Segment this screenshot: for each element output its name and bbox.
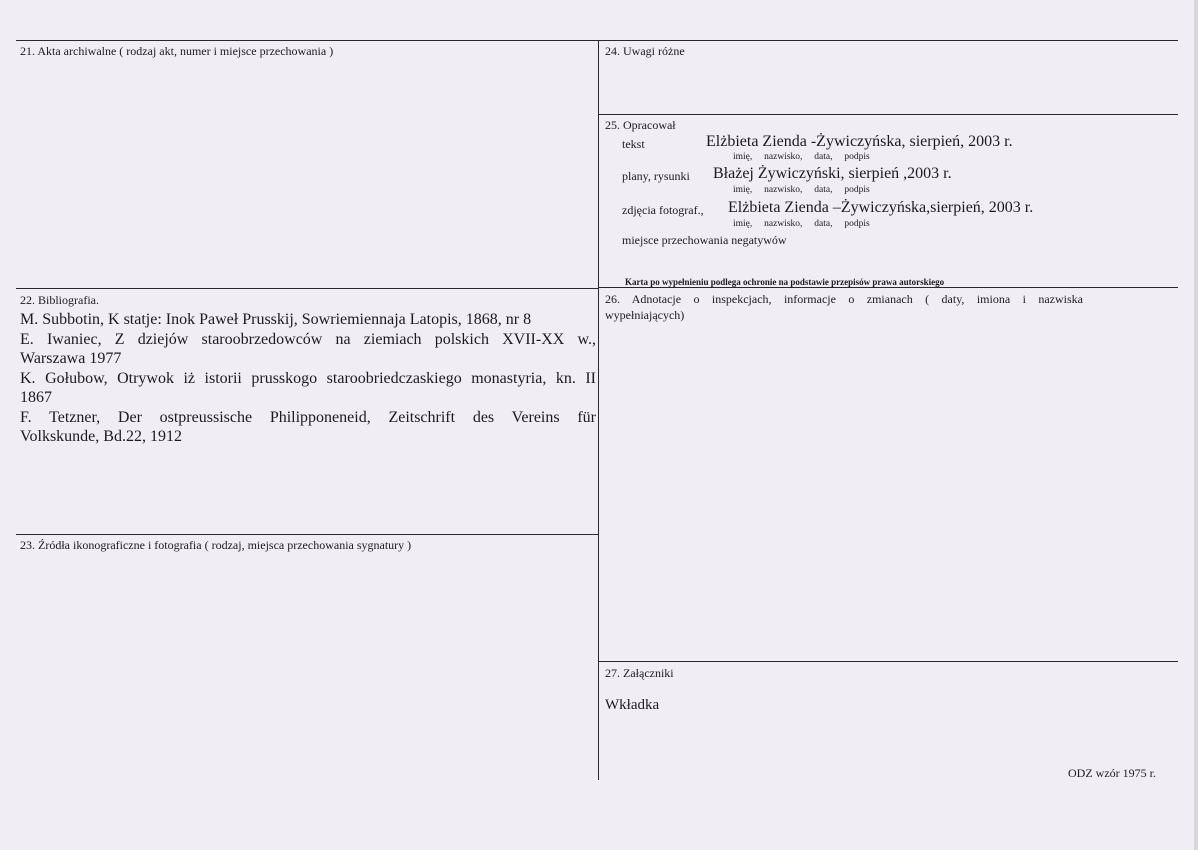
bibliography-entry: M. Subbotin, K statje: Inok Paweł Prusskij, Sowriemiennaja Latopis, 1868, nr 8: [20, 311, 532, 328]
section-26-label-cont: wypełniających): [605, 308, 685, 322]
field-hint: imię, nazwisko, data, podpis: [733, 152, 870, 162]
section-21-label: 21. Akta archiwalne ( rodzaj akt, numer i miejsce przechowania ): [20, 44, 334, 58]
section-23-label: 23. Źródła ikonograficzne i fotografia ( rodzaj, miejsca przechowania sygnatury ): [20, 538, 412, 552]
attachment-value: Wkładka: [605, 697, 660, 713]
left-rule-23: [16, 534, 599, 535]
form-version: ODZ wzór 1975 r.: [1068, 766, 1156, 780]
negatywy-label: miejsce przechowania negatywów: [622, 233, 787, 247]
bibliography-entry: E. Iwaniec, Z dziejów staroobrzedowców na ziemiach polskich XVII-XX w.,: [20, 331, 596, 348]
copyright-notice: Karta po wypełnieniu podlega ochronie na podstawie przepisów prawa autorskiego: [625, 277, 945, 287]
field-hint: imię, nazwisko, data, podpis: [733, 219, 870, 229]
right-rule-27: [598, 661, 1178, 662]
right-rule-25: [598, 114, 1178, 115]
left-rule-22: [16, 288, 599, 289]
plany-value: Błażej Żywiczyński, sierpień ,2003 r.: [713, 165, 952, 182]
section-27-label: 27. Załączniki: [605, 666, 674, 680]
section-25-label: 25. Opracował: [605, 118, 676, 132]
right-rule-26: [598, 287, 1178, 288]
column-divider: [598, 40, 599, 780]
zdjecia-label: zdjęcia fotograf.,: [622, 203, 704, 217]
zdjecia-value: Elżbieta Zienda –Żywiczyńska,sierpień, 2003 r.: [728, 199, 1034, 216]
field-hint: imię, nazwisko, data, podpis: [733, 185, 870, 195]
bibliography-entry-cont: 1867: [20, 389, 52, 406]
tekst-label: tekst: [622, 137, 645, 151]
section-26-label: 26. Adnotacje o inspekcjach, informacje o zmianach ( daty, imiona i nazwiska: [605, 292, 1083, 306]
bibliography-entry-cont: Volkskunde, Bd.22, 1912: [20, 428, 182, 445]
card-edge-shadow: [1194, 0, 1198, 850]
bibliography-entry: K. Gołubow, Otrywok iż istorii prusskogo staroobriedczaskiego monastyria, kn. II: [20, 370, 596, 387]
top-rule: [16, 40, 1178, 41]
bibliography-entry-cont: Warszawa 1977: [20, 350, 122, 367]
tekst-value: Elżbieta Zienda -Żywiczyńska, sierpień, 2003 r.: [706, 133, 1013, 150]
section-22-label: 22. Bibliografia.: [20, 293, 99, 307]
bibliography-entry: F. Tetzner, Der ostpreussische Philipponeneid, Zeitschrift des Vereins für: [20, 409, 596, 426]
section-24-label: 24. Uwagi różne: [605, 44, 685, 58]
plany-label: plany, rysunki: [622, 169, 690, 183]
